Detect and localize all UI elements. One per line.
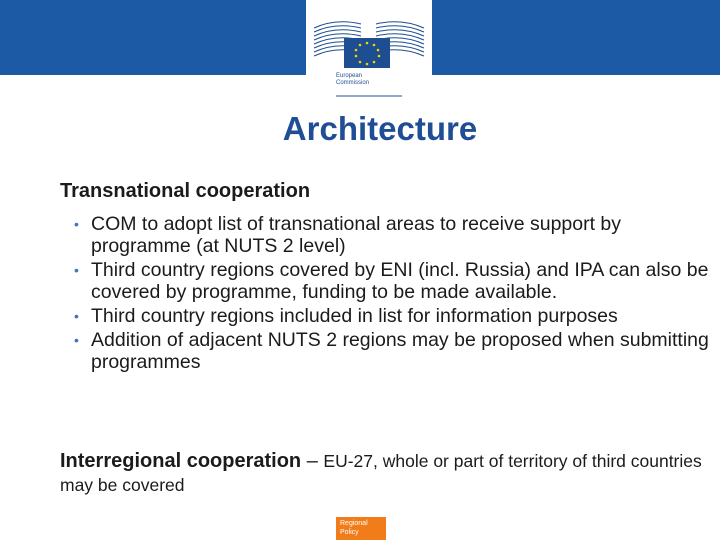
logo-line-2: Commission (336, 80, 370, 86)
bullet-icon: • (74, 308, 79, 324)
logo-text (336, 73, 406, 87)
bullet-text: COM to adopt list of transnational areas to receive support by programme (at NUTS 2 level) (91, 213, 622, 257)
bullet-icon: • (74, 332, 79, 348)
transnational-bullet-list (74, 213, 714, 375)
list-item (74, 305, 714, 327)
regional-policy-footer-badge (336, 517, 386, 540)
european-commission-logo (306, 0, 432, 100)
bullet-text: Third country regions included in list for information purposes (91, 305, 618, 327)
interregional-text: EU-27, whole or part of territory of third countries may be covered (60, 451, 702, 495)
bullet-icon: • (74, 262, 79, 278)
bullet-text: Addition of adjacent NUTS 2 regions may be proposed when submitting programmes (91, 329, 709, 373)
list-item (74, 213, 714, 257)
footer-line-1: Regional (340, 520, 368, 527)
interregional-dash: – (301, 450, 324, 472)
logo-line-1: European (336, 73, 363, 79)
bullet-icon: • (74, 216, 79, 232)
list-item (74, 329, 714, 373)
list-item (74, 259, 714, 303)
transnational-heading: Transnational cooperation (60, 180, 311, 202)
interregional-heading: Interregional cooperation (60, 450, 302, 472)
interregional-paragraph (60, 449, 710, 497)
page-title: Architecture (282, 110, 478, 147)
bullet-text: Third country regions covered by ENI (incl. Russia) and IPA can also be covered by programme, funding to be made available. (91, 259, 709, 303)
footer-line-2: Policy (340, 529, 359, 536)
